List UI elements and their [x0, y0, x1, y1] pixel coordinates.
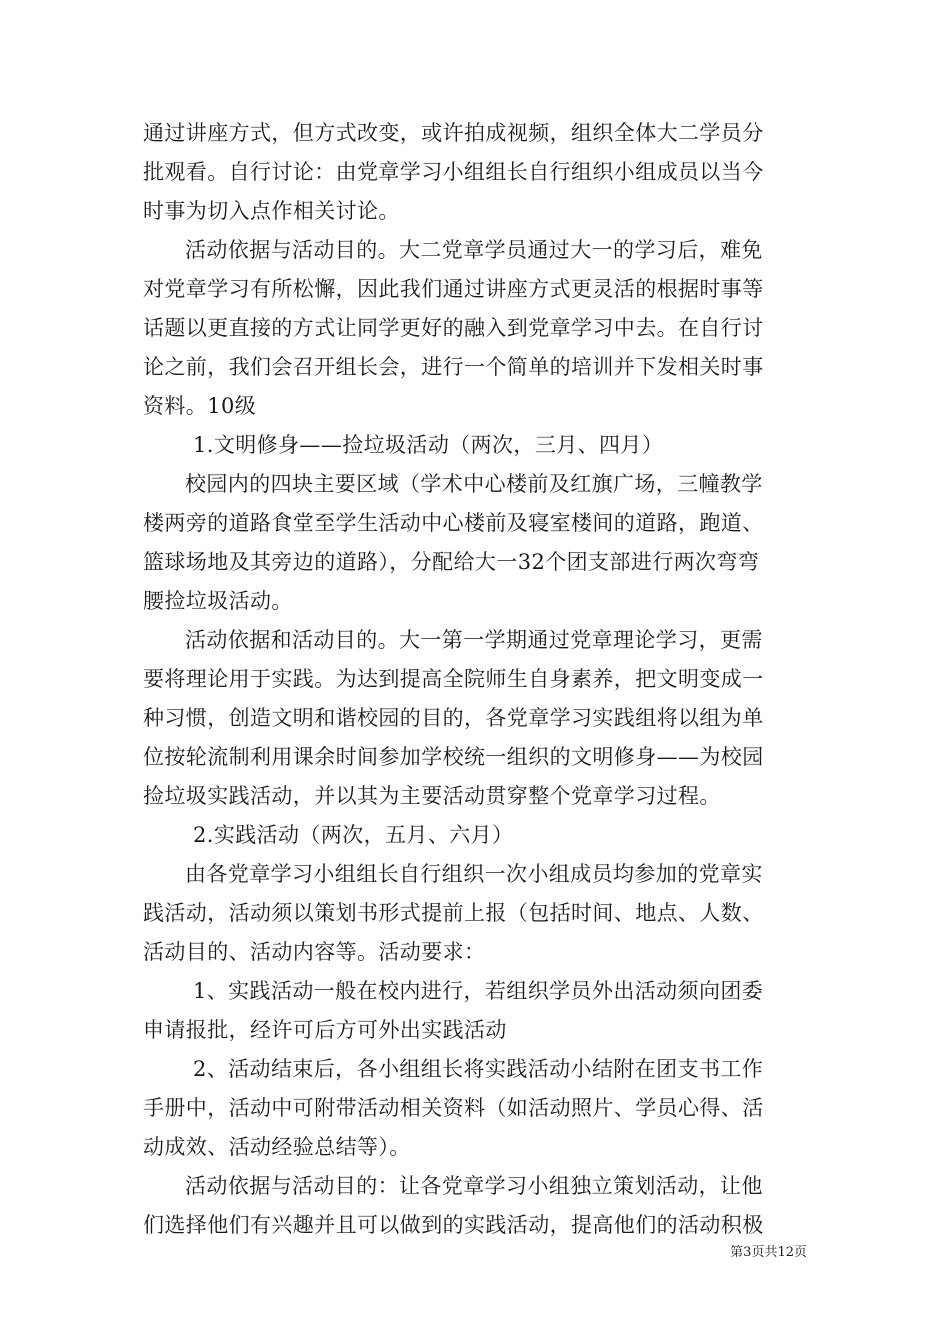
text-line: 话题以更直接的方式让同学更好的融入到党章学习中去。在自行讨: [143, 316, 764, 340]
section-heading: 2.实践活动（两次，五月、六月）: [193, 823, 514, 847]
paragraph-start: 活动依据和活动目的。大一第一学期通过党章理论学习，更需: [185, 628, 763, 652]
text-line: 们选择他们有兴趣并且可以做到的实践活动，提高他们的活动积极: [143, 1213, 764, 1237]
text-line: 捡垃圾实践活动，并以其为主要活动贯穿整个党章学习过程。: [143, 784, 721, 808]
page-number: 第3页共12页: [730, 1245, 807, 1260]
text-line: 位按轮流制利用课余时间参加学校统一组织的文明修身——为校园: [143, 745, 764, 769]
text-line: 批观看。自行讨论：由党章学习小组组长自行组织小组成员以当今: [143, 160, 764, 184]
text-line: 时事为切入点作相关讨论。: [143, 199, 400, 223]
section-heading: 1.文明修身——捡垃圾活动（两次，三月、四月）: [193, 433, 664, 457]
text-line: 对党章学习有所松懈，因此我们通过讲座方式更灵活的根据时事等: [143, 277, 764, 301]
paragraph-start: 活动依据与活动目的：让各党章学习小组独立策划活动，让他: [185, 1174, 763, 1198]
text-line: 活动目的、活动内容等。活动要求：: [143, 940, 486, 964]
text-line: 种习惯，创造文明和谐校园的目的，各党章学习实践组将以组为单: [143, 706, 764, 730]
text-line: 动成效、活动经验总结等）。: [143, 1135, 411, 1159]
paragraph-start: 由各党章学习小组组长自行组织一次小组成员均参加的党章实: [185, 862, 763, 886]
list-item-start: 2、活动结束后，各小组组长将实践活动小结附在团支书工作: [193, 1057, 764, 1081]
list-item-start: 1、实践活动一般在校内进行，若组织学员外出活动须向团委: [193, 979, 764, 1003]
text-line: 腰捡垃圾活动。: [143, 589, 293, 613]
body-text: [143, 114, 815, 1245]
text-line: 资料。10级: [143, 394, 257, 418]
text-line: 手册中，活动中可附带活动相关资料（如活动照片、学员心得、活: [143, 1096, 764, 1120]
paragraph-start: 校园内的四块主要区域（学术中心楼前及红旗广场，三幢教学: [185, 472, 763, 496]
paragraph-start: 活动依据与活动目的。大二党章学员通过大一的学习后，难免: [185, 238, 763, 262]
text-line: 践活动，活动须以策划书形式提前上报（包括时间、地点、人数、: [143, 901, 764, 925]
text-line: 通过讲座方式，但方式改变，或许拍成视频，组织全体大二学员分: [143, 121, 764, 145]
text-line: 申请报批，经许可后方可外出实践活动: [143, 1018, 507, 1042]
text-line: 论之前，我们会召开组长会，进行一个简单的培训并下发相关时事: [143, 355, 764, 379]
text-line: 楼两旁的道路食堂至学生活动中心楼前及寝室楼间的道路，跑道、: [143, 511, 764, 535]
text-line: 要将理论用于实践。为达到提高全院师生自身素养，把文明变成一: [143, 667, 764, 691]
text-line: 篮球场地及其旁边的道路），分配给大一32个团支部进行两次弯弯: [143, 550, 760, 574]
